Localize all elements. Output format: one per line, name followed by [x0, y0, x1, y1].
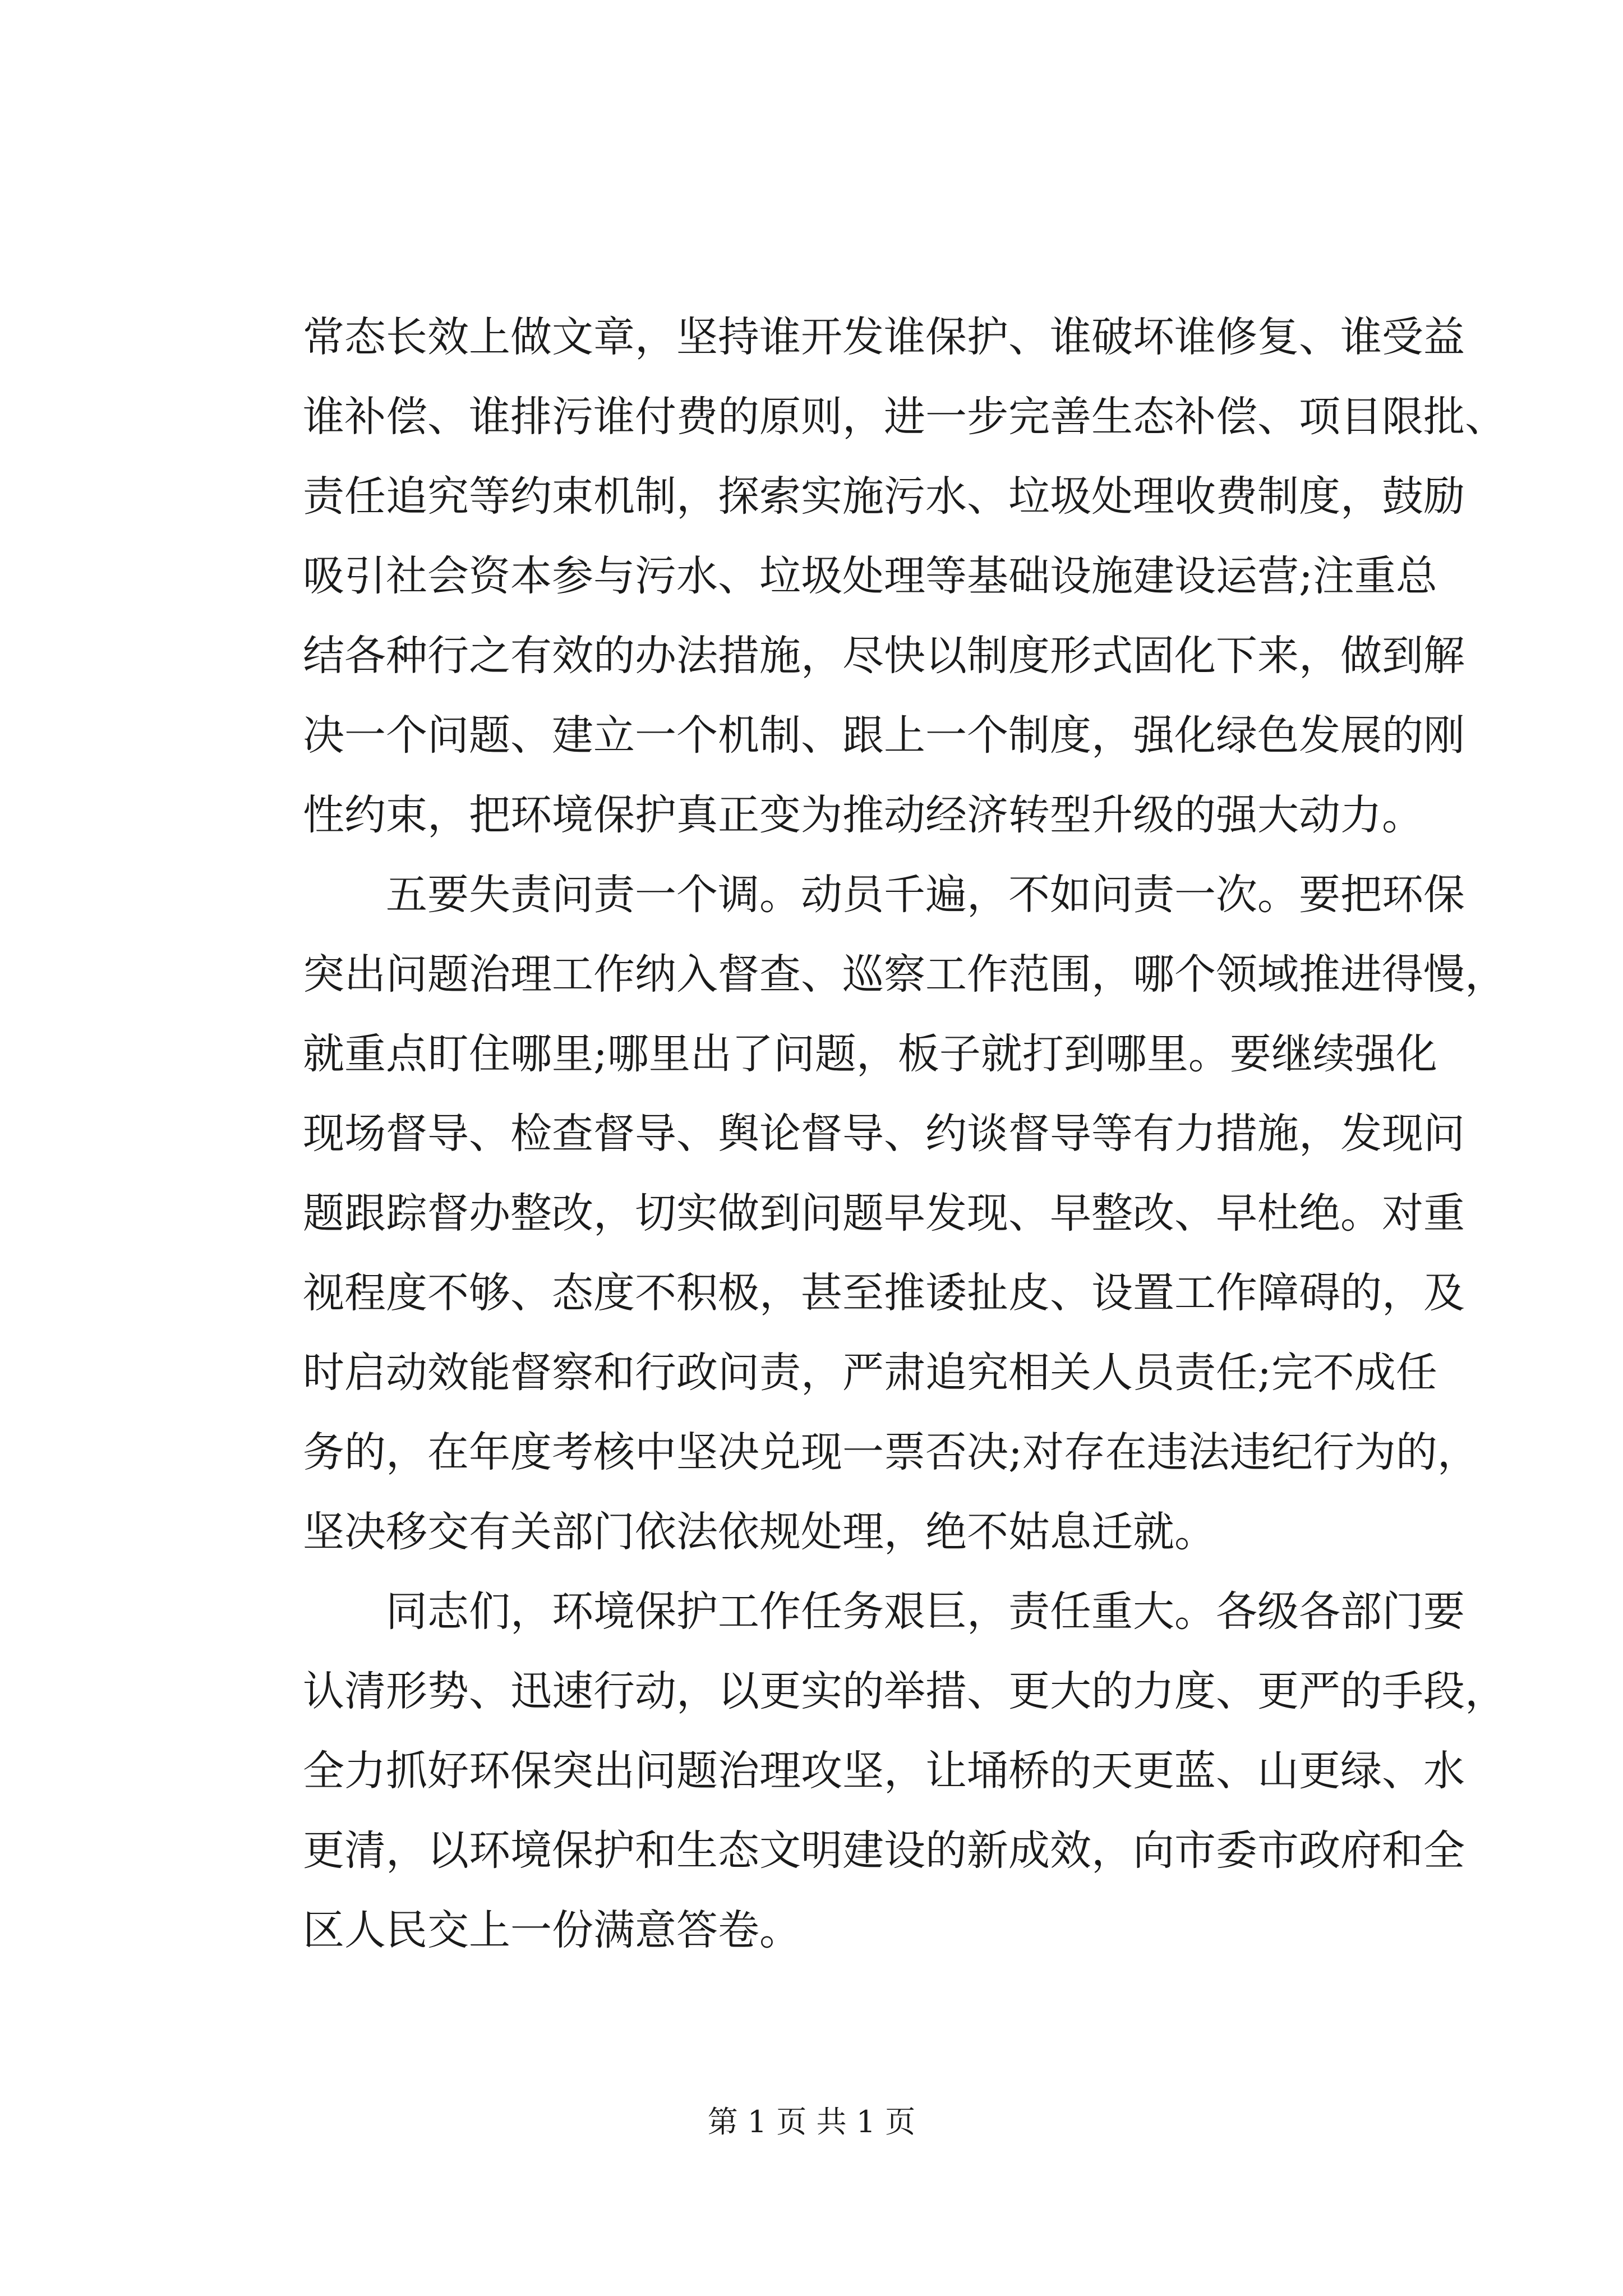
paragraph-line: 结各种行之有效的办法措施，尽快以制度形式固化下来，做到解	[303, 632, 1465, 680]
paragraph-line: 谁补偿、谁排污谁付费的原则，进一步完善生态补偿、项目限批、	[303, 393, 1506, 441]
paragraph-line: 视程度不够、态度不积极，甚至推诿扯皮、设置工作障碍的，及	[303, 1269, 1465, 1317]
paragraph-line: 就重点盯住哪里;哪里出了问题，板子就打到哪里。要继续强化	[303, 1030, 1437, 1078]
paragraph-line: 五要失责问责一个调。动员千遍，不如问责一次。要把环保	[386, 871, 1465, 919]
paragraph-line: 认清形势、迅速行动，以更实的举措、更大的力度、更严的手段，	[303, 1667, 1506, 1715]
paragraph-line: 吸引社会资本参与污水、垃圾处理等基础设施建设运营;注重总	[303, 552, 1437, 600]
paragraph-line: 区人民交上一份满意答卷。	[303, 1906, 801, 1954]
paragraph-line: 题跟踪督办整改，切实做到问题早发现、早整改、早杜绝。对重	[303, 1189, 1465, 1237]
paragraph-line: 决一个问题、建立一个机制、跟上一个制度，强化绿色发展的刚	[303, 711, 1465, 760]
paragraph-line: 突出问题治理工作纳入督查、巡察工作范围，哪个领域推进得慢，	[303, 950, 1506, 999]
paragraph-line: 务的，在年度考核中坚决兑现一票否决;对存在违法违纪行为的，	[303, 1428, 1479, 1476]
paragraph-3	[303, 1572, 1506, 1970]
paragraph-line: 时启动效能督察和行政问责，严肃追究相关人员责任;完不成任	[303, 1349, 1437, 1397]
paragraph-line: 坚决移交有关部门依法依规处理，绝不姑息迁就。	[303, 1508, 1216, 1556]
paragraph-2	[303, 855, 1506, 1572]
paragraph-1	[303, 297, 1506, 855]
paragraph-line: 现场督导、检查督导、舆论督导、约谈督导等有力措施，发现问	[303, 1110, 1465, 1158]
paragraph-line: 全力抓好环保突出问题治理攻坚，让埇桥的天更蓝、山更绿、水	[303, 1747, 1465, 1795]
paragraph-line: 性约束，把环境保护真正变为推动经济转型升级的强大动力。	[303, 791, 1423, 839]
document-body	[303, 297, 1506, 1970]
paragraph-line: 同志们，环境保护工作任务艰巨，责任重大。各级各部门要	[386, 1588, 1465, 1636]
paragraph-line: 常态长效上做文章，坚持谁开发谁保护、谁破坏谁修复、谁受益	[303, 313, 1465, 361]
paragraph-line: 更清，以环境保护和生态文明建设的新成效，向市委市政府和全	[303, 1826, 1465, 1875]
page-footer: 第 1 页 共 1 页	[707, 2104, 916, 2139]
paragraph-line: 责任追究等约束机制，探索实施污水、垃圾处理收费制度，鼓励	[303, 472, 1465, 521]
